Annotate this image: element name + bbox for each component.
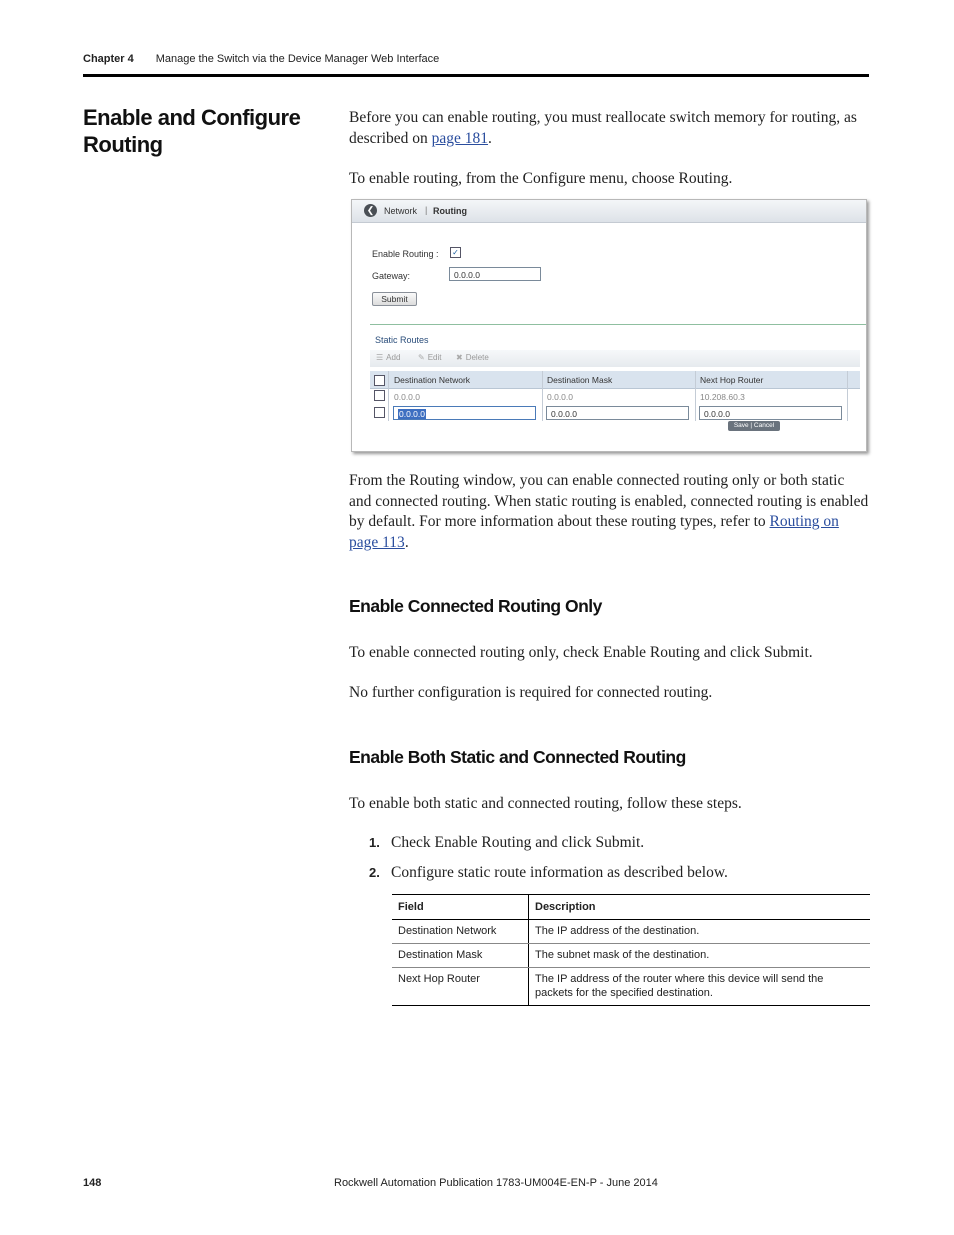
page-181-link[interactable]: page 181 [431,129,489,147]
field-cell: Destination Network [392,920,529,944]
static-routes-title: Static Routes [375,335,429,345]
table-row [392,968,870,1006]
col-divider [847,371,848,421]
routing-window-paragraph [349,471,869,553]
add-icon: ☰ [376,353,384,362]
running-header [83,53,439,65]
col-next-hop-router[interactable]: Next Hop Router [700,375,764,385]
delete-button[interactable] [456,353,489,362]
table-header-row [392,895,870,920]
step-number: 1. [369,835,380,850]
delete-x-icon: ✖ [456,353,463,362]
edit-button[interactable] [418,353,442,362]
step-number: 2. [369,865,380,880]
header-rule [83,74,869,77]
col-divider [542,371,543,421]
breadcrumb-bar [352,200,866,223]
selected-text: 0.0.0.0 [399,409,425,419]
description-cell: The subnet mask of the destination. [529,944,871,968]
field-cell: Next Hop Router [392,968,529,1006]
row1-checkbox[interactable] [374,390,385,401]
table-row [392,944,870,968]
breadcrumb-network[interactable]: Network [384,206,418,216]
col-destination-mask[interactable]: Destination Mask [547,375,613,385]
col-destination-network[interactable]: Destination Network [394,375,471,385]
row1-next-hop-router: 10.208.60.3 [700,392,745,402]
step-1 [369,834,644,852]
save-cancel-buttons[interactable]: Save | Cancel [728,421,780,431]
header-field: Field [392,895,529,920]
submit-button[interactable]: Submit [372,292,417,306]
enable-routing-label: Enable Routing : [372,249,439,259]
field-description-table [392,894,870,1006]
description-cell: The IP address of the destination. [529,920,871,944]
delete-label: Delete [465,353,489,362]
edit-label: Edit [427,353,442,362]
step-text: Configure static route information as described below. [391,864,728,881]
step-2 [369,864,728,882]
configure-menu-paragraph: To enable routing, from the Configure menu, choose Routing. [349,170,733,187]
add-label: Add [386,353,401,362]
row2-checkbox[interactable] [374,407,385,418]
row1-destination-mask: 0.0.0.0 [547,392,573,402]
row2-next-hop-router-input[interactable]: 0.0.0.0 [699,406,842,420]
section-title: Enable and Configure Routing [83,105,301,157]
intro-period: . [488,129,492,147]
chapter-label: Chapter 4 [83,53,134,65]
row2-destination-network-input[interactable] [393,406,536,420]
connected-only-step: To enable connected routing only, check Enable Routing and click Submit. [349,644,813,661]
intro-text: Before you can enable routing, you must reallocate switch memory for routing, as described on [349,109,857,147]
subheading-static-and-connected: Enable Both Static and Connected Routing [349,747,686,767]
col-divider [695,371,696,421]
pencil-icon: ✎ [418,353,425,362]
step-text: Check Enable Routing and click Submit. [391,834,645,851]
intro-paragraph [349,108,869,149]
description-cell: The IP address of the router where this device will send the packets for the specified destination. [529,968,871,1006]
publication-info: Rockwell Automation Publication 1783-UM004E-EN-P - June 2014 [334,1177,658,1189]
routing-window-period: . [404,533,409,551]
breadcrumb-separator: | [425,205,428,215]
header-description: Description [529,895,871,920]
subheading-connected-only: Enable Connected Routing Only [349,596,602,616]
enable-routing-checkbox[interactable]: ✓ [450,247,461,258]
table-row [392,920,870,944]
static-connected-intro: To enable both static and connected routing, follow these steps. [349,795,742,812]
col-divider [388,371,389,421]
static-routes-toolbar [370,350,860,367]
add-button[interactable] [376,353,400,362]
back-arrow-icon[interactable]: ❮ [364,204,377,217]
chapter-title: Manage the Switch via the Device Manager Web Interface [155,53,440,65]
routing-page-113-link[interactable]: Routing on page 113 [349,513,839,551]
row2-destination-mask-input[interactable]: 0.0.0.0 [546,406,689,420]
connected-only-note: No further configuration is required for connected routing. [349,684,713,701]
gateway-label: Gateway: [372,271,411,281]
section-divider [370,324,866,325]
page-number: 148 [83,1177,102,1189]
row1-destination-network: 0.0.0.0 [394,392,420,402]
routing-window-screenshot [351,199,867,452]
gateway-input[interactable]: 0.0.0.0 [449,267,541,281]
select-all-checkbox[interactable] [374,375,385,386]
breadcrumb-routing: Routing [433,206,467,216]
field-cell: Destination Mask [392,944,529,968]
routing-window-text: From the Routing window, you can enable connected routing only or both static and connected routing. When static routing is enabled, connected routing is enabled by default. For more information about these routing types, refer to [349,472,869,530]
